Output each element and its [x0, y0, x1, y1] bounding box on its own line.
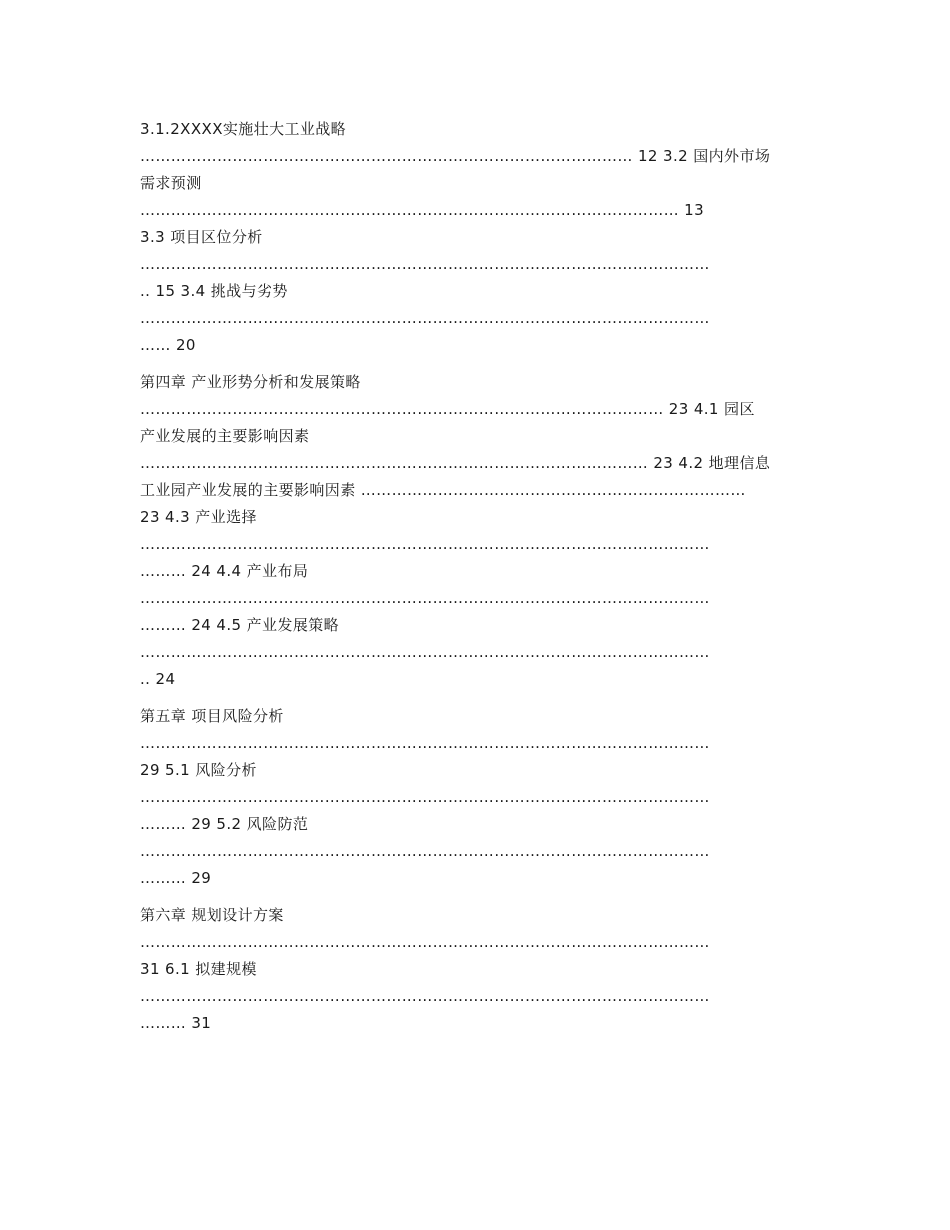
toc-line: ………………………………………………………………………………………………… — [140, 734, 710, 752]
toc-line: ……… 29 5.2 风险防范 — [140, 815, 309, 833]
toc-section-chapter4 — [140, 369, 808, 693]
toc-line: 3.1.2XXXX实施壮大工业战略 — [140, 120, 347, 138]
toc-line: ………………………………………………………………………………………………… — [140, 842, 710, 860]
toc-line: ………………………………………………………………………………………… 23 4.1 园区 — [140, 400, 755, 418]
toc-line: …… 20 — [140, 336, 196, 354]
toc-line: ………………………………………………………………………………………………… — [140, 788, 710, 806]
toc-line: ………………………………………………………………………………………………… — [140, 643, 710, 661]
toc-line: 需求预测 — [140, 174, 202, 192]
toc-line: …………………………………………………………………………………………… 13 — [140, 201, 705, 219]
toc-line: 第六章 规划设计方案 — [140, 906, 284, 924]
toc-line: 第四章 产业形势分析和发展策略 — [140, 373, 361, 391]
toc-line: 23 4.3 产业选择 — [140, 508, 257, 526]
toc-line: 第五章 项目风险分析 — [140, 707, 284, 725]
toc-line: 工业园产业发展的主要影响因素 ………………………………………………………………… — [140, 481, 746, 499]
toc-line: ……………………………………………………………………………………… 23 4.2 地理信息 — [140, 454, 771, 472]
toc-line: ………………………………………………………………………………………………… — [140, 255, 710, 273]
toc-line: ………………………………………………………………………………………………… — [140, 933, 710, 951]
toc-section-chapter3 — [140, 116, 808, 359]
toc-line: 产业发展的主要影响因素 — [140, 427, 310, 445]
toc-line: …………………………………………………………………………………… 12 3.2 国内外市场 — [140, 147, 771, 165]
toc-line: 3.3 项目区位分析 — [140, 228, 263, 246]
toc-line: .. 24 — [140, 670, 176, 688]
toc-line: ………………………………………………………………………………………………… — [140, 987, 710, 1005]
toc-line: ……… 24 4.4 产业布局 — [140, 562, 309, 580]
toc-line: 29 5.1 风险分析 — [140, 761, 257, 779]
toc-line: ………………………………………………………………………………………………… — [140, 309, 710, 327]
table-of-contents — [140, 116, 808, 1037]
toc-line: ……… 31 — [140, 1014, 212, 1032]
toc-line: .. 15 3.4 挑战与劣势 — [140, 282, 288, 300]
toc-line: ………………………………………………………………………………………………… — [140, 589, 710, 607]
toc-line: ……… 29 — [140, 869, 212, 887]
toc-section-chapter6 — [140, 902, 808, 1037]
toc-line: ………………………………………………………………………………………………… — [140, 535, 710, 553]
toc-line: ……… 24 4.5 产业发展策略 — [140, 616, 340, 634]
toc-section-chapter5 — [140, 703, 808, 892]
toc-line: 31 6.1 拟建规模 — [140, 960, 257, 978]
